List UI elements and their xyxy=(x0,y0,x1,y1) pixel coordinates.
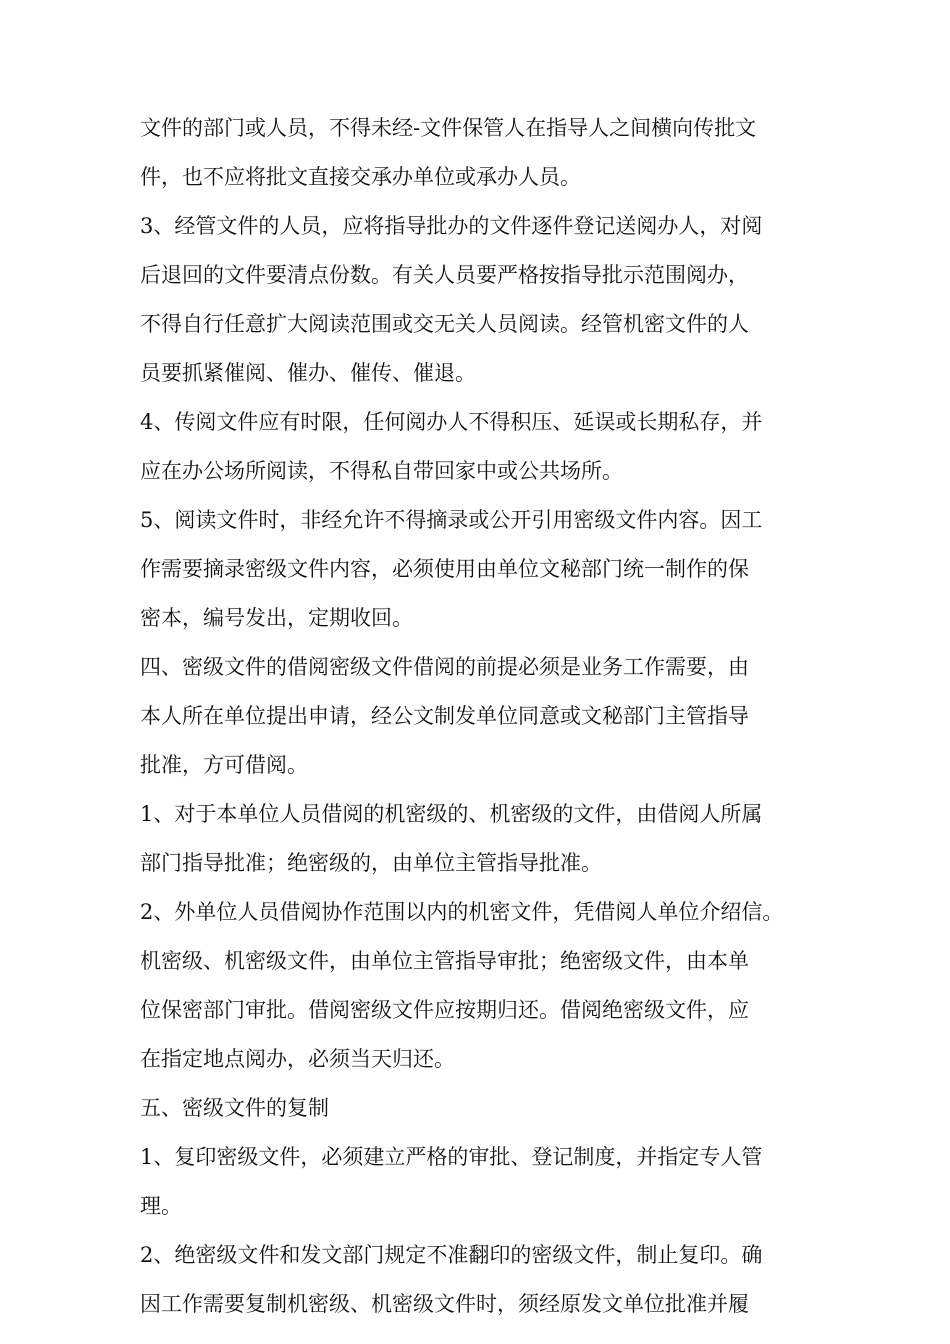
text-line: 员要抓紧催阅、催办、催传、催退。 xyxy=(140,361,476,385)
text-line: 在指定地点阅办，必须当天归还。 xyxy=(140,1047,455,1071)
text-line: 因工作需要复制机密级、机密级文件时，须经原发文单位批准并履 xyxy=(140,1292,749,1316)
text-line: 理。 xyxy=(140,1194,182,1218)
text-line: 批准，方可借阅。 xyxy=(140,753,308,777)
section-heading: 五、密级文件的复制 xyxy=(140,1096,329,1120)
text-line: 应在办公场所阅读，不得私自带回家中或公共场所。 xyxy=(140,459,623,483)
text-line: 文件的部门或人员，不得未经-文件保管人在指导人之间横向传批文 xyxy=(140,116,757,140)
text-line: 作需要摘录密级文件内容，必须使用由单位文秘部门统一制作的保 xyxy=(140,557,749,581)
text-line: 2、绝密级文件和发文部门规定不准翻印的密级文件，制止复印。确 xyxy=(140,1243,763,1267)
text-line: 位保密部门审批。借阅密级文件应按期归还。借阅绝密级文件，应 xyxy=(140,998,749,1022)
text-line: 5、阅读文件时，非经允许不得摘录或公开引用密级文件内容。因工 xyxy=(140,508,763,532)
text-line: 部门指导批准；绝密级的，由单位主管指导批准。 xyxy=(140,851,602,875)
text-line: 1、复印密级文件，必须建立严格的审批、登记制度，并指定专人管 xyxy=(140,1145,763,1169)
text-line: 件，也不应将批文直接交承办单位或承办人员。 xyxy=(140,165,581,189)
text-line: 四、密级文件的借阅密级文件借阅的前提必须是业务工作需要，由 xyxy=(140,655,749,679)
text-line: 本人所在单位提出申请，经公文制发单位同意或文秘部门主管指导 xyxy=(140,704,749,728)
text-line: 机密级、机密级文件，由单位主管指导审批；绝密级文件，由本单 xyxy=(140,949,749,973)
text-line: 密本，编号发出，定期收回。 xyxy=(140,606,413,630)
text-line: 后退回的文件要清点份数。有关人员要严格按指导批示范围阅办， xyxy=(140,263,749,287)
text-line: 3、经管文件的人员，应将指导批办的文件逐件登记送阅办人，对阅 xyxy=(140,214,763,238)
document-body xyxy=(140,104,820,1329)
text-line: 2、外单位人员借阅协作范围以内的机密文件，凭借阅人单位介绍信。 xyxy=(140,900,784,924)
text-line: 不得自行任意扩大阅读范围或交无关人员阅读。经管机密文件的人 xyxy=(140,312,749,336)
text-line: 4、传阅文件应有时限，任何阅办人不得积压、延误或长期私存，并 xyxy=(140,410,763,434)
text-line: 1、对于本单位人员借阅的机密级的、机密级的文件，由借阅人所属 xyxy=(140,802,763,826)
